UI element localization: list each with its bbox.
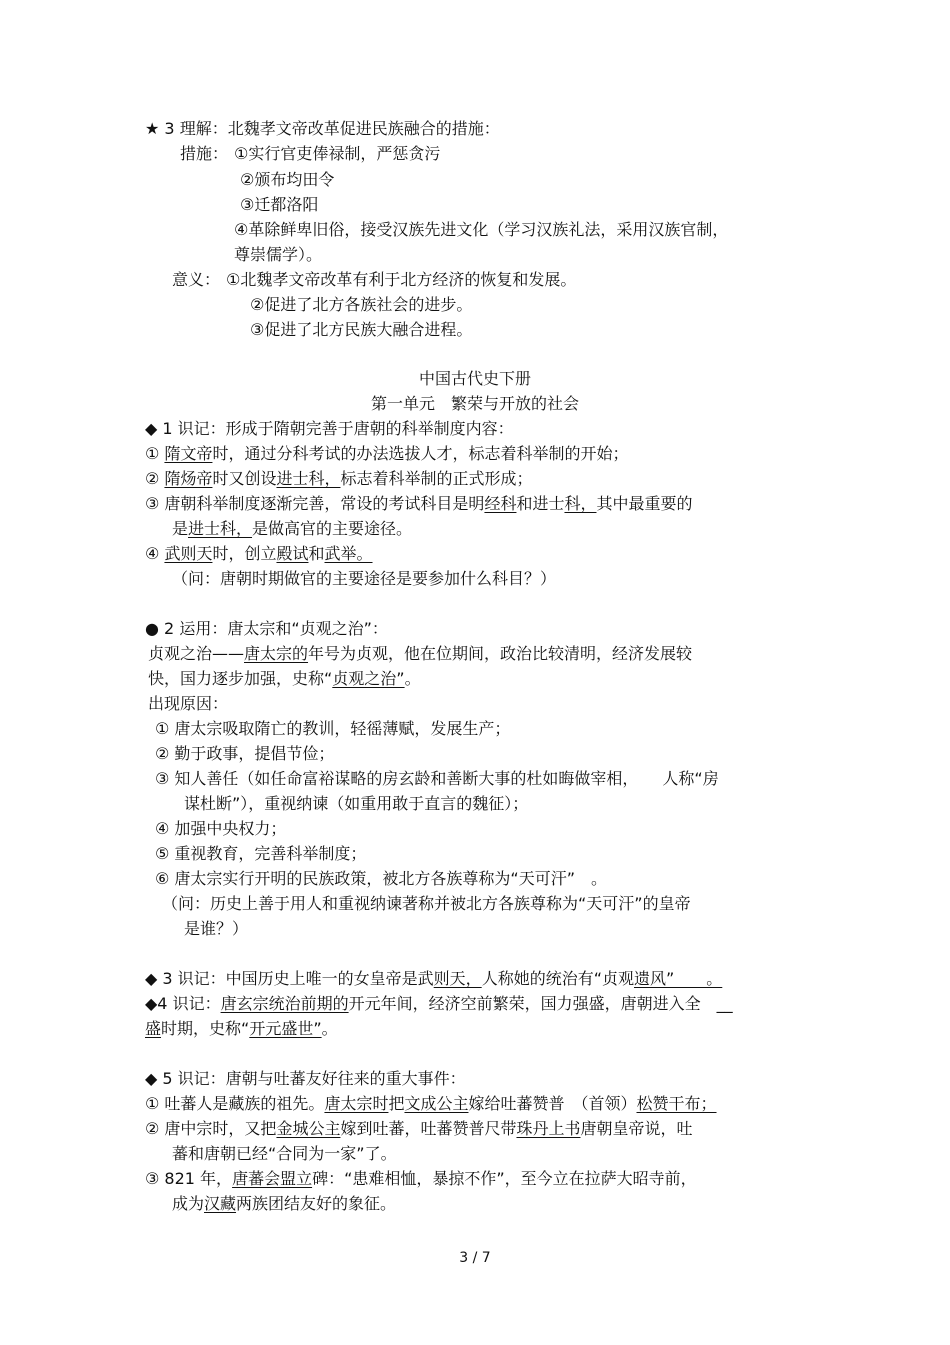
reasons-label: 出现原因：	[148, 694, 229, 713]
measure-item: ②颁布均田令	[240, 170, 335, 189]
list-item: ③ 821 年，唐蕃会盟立碑：“患难相恤，暴掠不作”，至今立在拉萨大昭寺前，	[145, 1169, 697, 1188]
list-item: ③ 唐朝科举制度逐渐完善，常设的考试科目是明经科和进士科，其中最重要的	[145, 494, 693, 513]
question: （问：唐朝时期做官的主要途径是要参加什么科目？）	[172, 569, 557, 588]
list-item: ① 唐太宗吸取隋亡的教训，轻徭薄赋，发展生产；	[155, 719, 511, 738]
list-item: ⑥ 唐太宗实行开明的民族政策，被北方各族尊称为“天可汗” 。	[155, 869, 608, 888]
measure-item: ③迁都洛阳	[240, 195, 319, 214]
list-item: ⑤ 重视教育，完善科举制度；	[155, 844, 367, 863]
question-cont: 是谁？）	[184, 919, 249, 938]
list-item-cont: 谋杜断”），重视纳谏（如重用敢于直言的魏征）；	[184, 794, 529, 813]
question: （问：历史上善于用人和重视纳谏著称并被北方各族尊称为“天可汗”的皇帝	[162, 894, 691, 913]
unit-heading: 第一单元 繁荣与开放的社会	[370, 394, 579, 413]
section-title: ★ 3 理解：北魏孝文帝改革促进民族融合的措施：	[145, 119, 500, 138]
list-item-cont: 成为汉藏两族团结友好的象征。	[172, 1194, 397, 1213]
list-item: ② 隋炀帝时又创设进士科，标志着科举制的正式形成；	[145, 469, 533, 488]
paragraph: 贞观之治——唐太宗的年号为贞观，他在位期间，政治比较清明，经济发展较	[148, 644, 693, 663]
list-item: ① 吐蕃人是藏族的祖先。唐太宗时把文成公主嫁给吐蕃赞普 （首领）松赞干布；	[145, 1094, 717, 1113]
fact-line: ◆4 识记：唐玄宗统治前期的开元年间，经济空前繁荣，国力强盛，唐朝进入全 __	[145, 994, 733, 1013]
meaning-item: ③促进了北方民族大融合进程。	[250, 320, 473, 339]
measure-item-cont: 尊崇儒学）。	[234, 245, 323, 264]
measure-item: ④革除鲜卑旧俗，接受汉族先进文化（学习汉族礼法，采用汉族官制，	[234, 220, 729, 239]
list-item: ③ 知人善任（如任命富裕谋略的房玄龄和善断大事的杜如晦做宰相， 人称“房	[155, 769, 719, 788]
list-item: ② 勤于政事，提倡节俭；	[155, 744, 335, 763]
book-heading: 中国古代史下册	[418, 369, 531, 388]
meaning-item: ①北魏孝文帝改革有利于北方经济的恢复和发展。	[226, 270, 577, 289]
fact-line: ◆ 3 识记：中国历史上唯一的女皇帝是武则天，人称她的统治有“贞观遗风” 。	[145, 969, 723, 988]
list-item-cont: 蕃和唐朝已经“合同为一家”了。	[172, 1144, 397, 1163]
list-item: ④ 加强中央权力；	[155, 819, 287, 838]
paragraph: 快，国力逐步加强，史称“贞观之治”。	[148, 669, 421, 688]
section-title: ◆ 1 识记：形成于隋朝完善于唐朝的科举制度内容：	[145, 419, 514, 438]
section-title: ● 2 运用：唐太宗和“贞观之治”：	[145, 619, 388, 638]
list-item-cont: 是进士科，是做高官的主要途径。	[172, 519, 413, 538]
fact-line-cont: 盛时期，史称“开元盛世”。	[145, 1019, 338, 1038]
list-item: ① 隋文帝时，通过分科考试的办法选拔人才，标志着科举制的开始；	[145, 444, 629, 463]
measures-label: 措施：	[180, 144, 229, 163]
measure-item: ①实行官吏俸禄制，严惩贪污	[234, 144, 441, 163]
list-item: ② 唐中宗时，又把金城公主嫁到吐蕃，吐蕃赞普尺带珠丹上书唐朝皇帝说，吐	[145, 1119, 693, 1138]
list-item: ④ 武则天时，创立殿试和武举。	[145, 544, 373, 563]
meaning-label: 意义：	[172, 270, 221, 289]
meaning-item: ②促进了北方各族社会的进步。	[250, 295, 473, 314]
page-number: 3 / 7	[459, 1250, 491, 1266]
section-title: ◆ 5 识记：唐朝与吐蕃友好往来的重大事件：	[145, 1069, 466, 1088]
